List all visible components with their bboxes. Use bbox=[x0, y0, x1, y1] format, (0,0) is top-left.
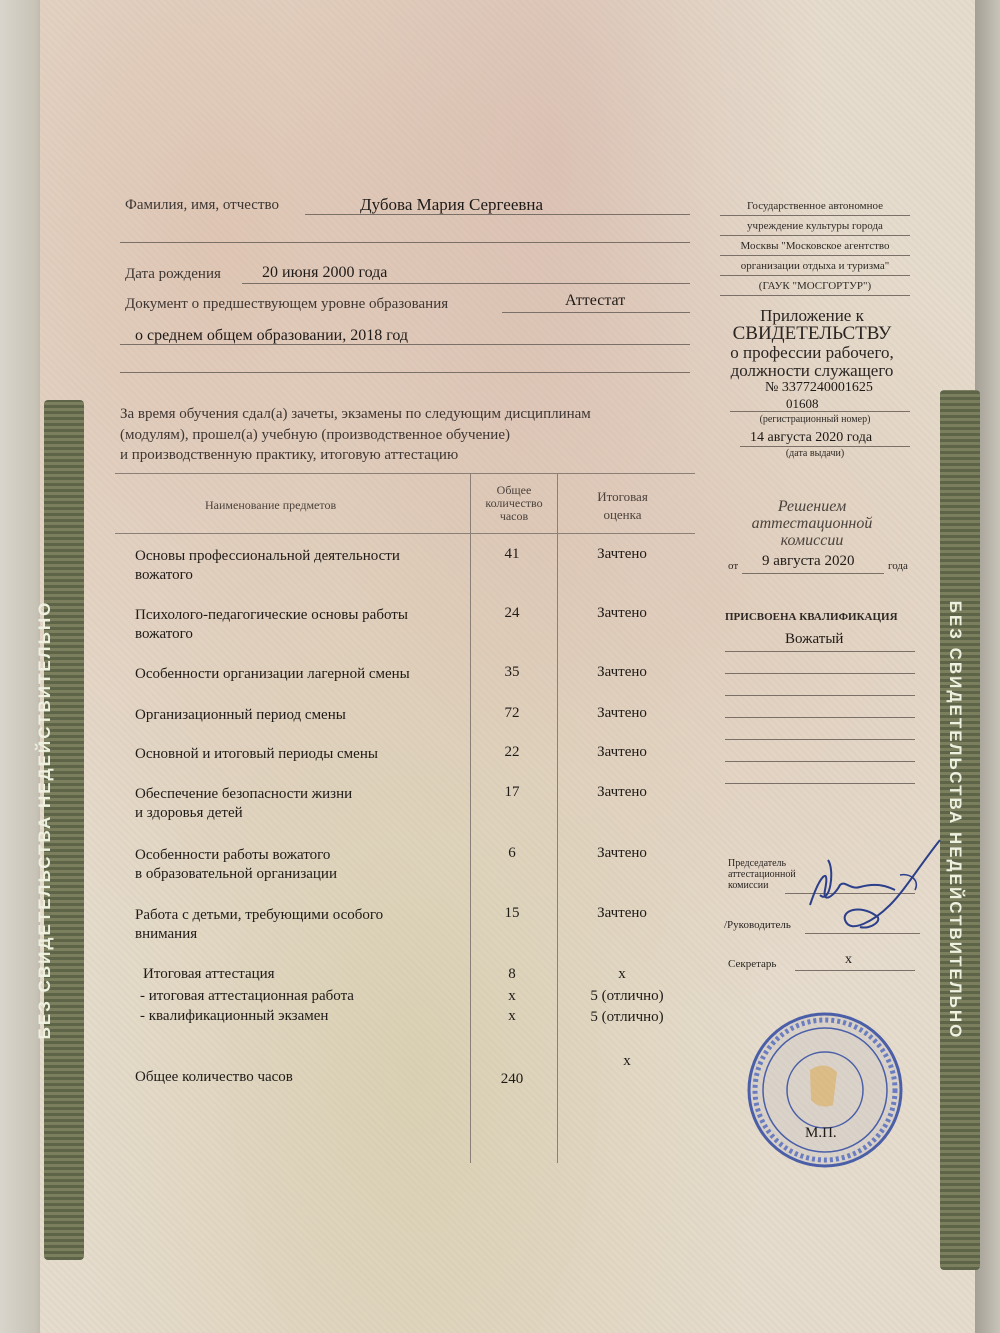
row-subject-l2: внимания bbox=[135, 926, 198, 942]
row-hours: 17 bbox=[504, 784, 520, 800]
org-line-3: Москвы "Московское агентство bbox=[740, 240, 890, 252]
intro-line-3: и производственную практику, итоговую аттестацию bbox=[120, 447, 459, 463]
table-row bbox=[135, 785, 352, 823]
qualification-label: ПРИСВОЕНА КВАЛИФИКАЦИЯ bbox=[725, 611, 898, 623]
qualification-line-4 bbox=[725, 717, 915, 718]
header-hours-l2: количество bbox=[485, 496, 543, 510]
final-item-hours: x bbox=[508, 1008, 516, 1024]
header-hours-l1: Общее bbox=[496, 483, 532, 497]
commission-line-2: аттестационной bbox=[751, 515, 873, 532]
final-attestation-label: Итоговая аттестация bbox=[143, 966, 275, 982]
registration-number-l1: № 3377240001625 bbox=[765, 380, 873, 395]
row-hours: 15 bbox=[504, 905, 520, 921]
table-col-divider-2 bbox=[557, 473, 558, 1163]
row-subject-l2: вожатого bbox=[135, 626, 193, 642]
qualification-value: Вожатый bbox=[785, 631, 844, 647]
commission-line-1: Решением bbox=[777, 498, 847, 515]
row-subject-l1: Особенности организации лагерной смены bbox=[135, 666, 410, 682]
table-col-divider-1 bbox=[470, 473, 471, 1163]
table-row bbox=[135, 665, 410, 684]
row-subject-l2: вожатого bbox=[135, 567, 193, 583]
stamp-mp: М.П. bbox=[805, 1125, 837, 1141]
header-hours-l3: часов bbox=[499, 509, 529, 523]
appendix-line-1: Приложение к bbox=[760, 306, 864, 325]
intro-line-1: За время обучения сдал(а) зачеты, экзамены по следующим дисциплинам bbox=[120, 406, 591, 422]
appendix-line-4: должности служащего bbox=[730, 361, 894, 380]
total-hours-label: Общее количество часов bbox=[135, 1069, 293, 1085]
qualification-line-1 bbox=[725, 651, 915, 652]
final-item-grade: 5 (отлично) bbox=[590, 988, 664, 1004]
final-attestation-hours: 8 bbox=[508, 966, 516, 982]
final-item-label: - итоговая аттестационная работа bbox=[140, 988, 354, 1004]
chair-label-l2: аттестационной bbox=[728, 869, 796, 880]
stamp-seal-graphic bbox=[745, 1010, 905, 1170]
table-row bbox=[135, 606, 408, 644]
org-line-5: (ГАУК "МОСГОРТУР") bbox=[758, 280, 872, 292]
final-item-grade: 5 (отлично) bbox=[590, 1009, 664, 1025]
row-grade: Зачтено bbox=[597, 784, 647, 800]
header-hours bbox=[472, 484, 556, 523]
name-label: Фамилия, имя, отчество bbox=[125, 197, 279, 213]
org-underline-4 bbox=[720, 275, 910, 276]
final-item-hours: x bbox=[508, 988, 516, 1004]
row-hours: 35 bbox=[504, 664, 520, 680]
table-row bbox=[135, 906, 383, 944]
prev-doc-value-2: о среднем общем образовании, 2018 год bbox=[135, 327, 409, 344]
commission-line-3: комиссии bbox=[780, 532, 844, 549]
side-text-left: БЕЗ СВИДЕТЕЛЬСТВА НЕДЕЙСТВИТЕЛЬНО bbox=[35, 600, 54, 1040]
final-item-label: - квалификационный экзамен bbox=[140, 1008, 329, 1024]
chair-label-l1: Председатель bbox=[728, 858, 787, 869]
org-line-1: Государственное автономное bbox=[747, 200, 883, 212]
chair-label-l3: комиссии bbox=[728, 880, 769, 891]
header-subject: Наименование предметов bbox=[205, 498, 337, 512]
birth-value: 20 июня 2000 года bbox=[262, 264, 388, 281]
head-label: /Руководитель bbox=[724, 919, 791, 931]
row-hours: 72 bbox=[504, 705, 520, 721]
prev-doc-underline bbox=[502, 312, 690, 313]
issue-date: 14 августа 2020 года bbox=[750, 430, 873, 445]
qualification-line-5 bbox=[725, 739, 915, 740]
prev-doc-value: Аттестат bbox=[565, 292, 626, 309]
issue-date-underline bbox=[740, 446, 910, 447]
table-header-border bbox=[115, 533, 695, 534]
commission-year: года bbox=[888, 560, 908, 572]
header-grade-l1: Итоговая bbox=[597, 489, 648, 504]
secretary-value: x bbox=[845, 952, 852, 967]
total-hours-value: 240 bbox=[500, 1071, 524, 1087]
registration-caption: (регистрационный номер) bbox=[759, 414, 871, 425]
row-subject-l1: Психолого-педагогические основы работы bbox=[135, 607, 408, 623]
table-row bbox=[135, 706, 346, 725]
row-grade: Зачтено bbox=[597, 605, 647, 621]
row-hours: 24 bbox=[504, 605, 520, 621]
row-subject-l2: и здоровья детей bbox=[135, 805, 243, 821]
table-top-border bbox=[115, 473, 695, 474]
row-grade: Зачтено bbox=[597, 845, 647, 861]
table-row bbox=[135, 745, 378, 764]
row-subject-l2: в образовательной организации bbox=[135, 866, 337, 882]
row-grade: Зачтено bbox=[597, 744, 647, 760]
org-underline-1 bbox=[720, 215, 910, 216]
org-line-2: учреждение культуры города bbox=[747, 220, 883, 232]
org-underline-3 bbox=[720, 255, 910, 256]
signature-scribble bbox=[790, 835, 950, 945]
intro-line-2: (модулям), прошел(а) учебную (производственное обучение) bbox=[120, 427, 510, 443]
row-subject-l1: Основы профессиональной деятельности bbox=[135, 548, 400, 564]
prev-doc-line-3 bbox=[120, 372, 690, 373]
side-text-right: БЕЗ СВИДЕТЕЛЬСТВА НЕДЕЙСТВИТЕЛЬНО bbox=[946, 600, 965, 1040]
row-subject-l1: Обеспечение безопасности жизни bbox=[135, 786, 353, 802]
row-subject-l1: Организационный период смены bbox=[135, 707, 346, 723]
qualification-line-6 bbox=[725, 761, 915, 762]
table-row bbox=[135, 547, 400, 585]
secretary-label: Секретарь bbox=[728, 958, 777, 970]
registration-number-l2: 01608 bbox=[786, 396, 819, 411]
birth-underline bbox=[242, 283, 690, 284]
secretary-signature-line bbox=[795, 970, 915, 971]
row-hours: 22 bbox=[504, 744, 520, 760]
chair-label bbox=[728, 858, 796, 891]
official-stamp bbox=[745, 1010, 905, 1170]
name-extra-line bbox=[120, 242, 690, 243]
row-grade: Зачтено bbox=[597, 905, 647, 921]
org-line-4: организации отдыха и туризма" bbox=[740, 260, 890, 272]
issue-date-caption: (дата выдачи) bbox=[785, 448, 845, 459]
row-subject-l1: Основной и итоговый периоды смены bbox=[135, 746, 378, 762]
appendix-line-2: СВИДЕТЕЛЬСТВУ bbox=[732, 323, 892, 344]
qualification-line-3 bbox=[725, 695, 915, 696]
total-grade-value: x bbox=[623, 1053, 631, 1069]
appendix-line-3: о профессии рабочего, bbox=[730, 343, 894, 362]
registration-underline bbox=[730, 411, 910, 412]
row-hours: 6 bbox=[508, 845, 516, 861]
commission-date-underline bbox=[742, 573, 884, 574]
table-row bbox=[135, 846, 337, 884]
row-subject-l1: Работа с детьми, требующими особого bbox=[135, 907, 384, 923]
final-attestation-grade: x bbox=[618, 966, 626, 982]
birth-label: Дата рождения bbox=[125, 266, 221, 282]
prev-doc-label: Документ о предшествующем уровне образования bbox=[125, 296, 449, 312]
commission-date: 9 августа 2020 bbox=[762, 553, 855, 569]
header-grade-l2: оценка bbox=[603, 507, 642, 522]
qualification-line-7 bbox=[725, 783, 915, 784]
row-grade: Зачтено bbox=[597, 546, 647, 562]
commission-from: от bbox=[728, 560, 739, 572]
name-value: Дубова Мария Сергеевна bbox=[360, 195, 544, 214]
row-grade: Зачтено bbox=[597, 664, 647, 680]
org-underline-2 bbox=[720, 235, 910, 236]
row-hours: 41 bbox=[504, 546, 520, 562]
org-underline-5 bbox=[720, 295, 910, 296]
row-grade: Зачтено bbox=[597, 705, 647, 721]
header-grade bbox=[560, 488, 685, 524]
qualification-line-2 bbox=[725, 673, 915, 674]
prev-doc-line-2 bbox=[120, 344, 690, 345]
row-subject-l1: Особенности работы вожатого bbox=[135, 847, 331, 863]
